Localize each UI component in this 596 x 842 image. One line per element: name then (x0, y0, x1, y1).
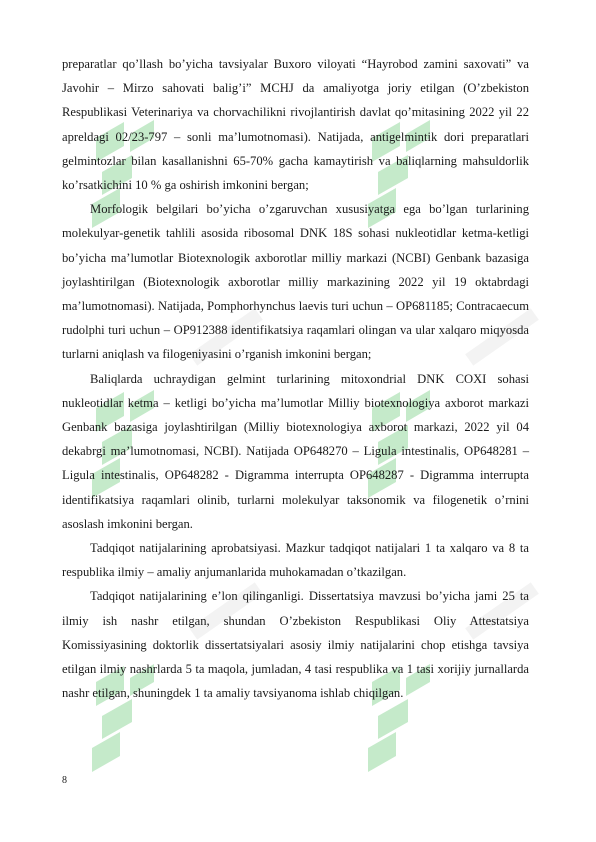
document-body (62, 52, 529, 705)
page-number: 8 (62, 775, 67, 786)
paragraph-18s-genbank: Morfologik belgilari bo’yicha o’zgaruvchan xususiyatga ega bo’lgan turlarining molekulyar-genetik tahlili asosida ribosomal DNK 18S sohasi nukleotidlar ketma-ketligi bo’yicha ma’lumotlar Biotexnologik axborotlar milliy markazi (NCBI) Genbank bazasiga joylashtirilgan (Biotexnologik axborotlar milliy markazining 2022 yil 19 oktabrdagi ma’lumotnomasi). Natijada, Pomphorhynchus laevis turi uchun – OP681185; Contracaecum rudolphi turi uchun – OP912388 identifikatsiya raqamlari olingan va ular xalqaro miqyosda turlarni aniqlash va filogeniyasini o’rganish imkonini bergan; (62, 202, 529, 362)
paragraph-publications: Tadqiqot natijalarining e’lon qilinganligi. Dissertatsiya mavzusi bo’yicha jami 25 ta ilmiy ish nashr etilgan, shundan O’zbekiston Respublikasi Oliy Attestatsiya Komissiyasining doktorlik dissertatsiyalari asosiy ilmiy natijalarini chop etishga tavsiya etilgan ilmiy nashrlarda 5 ta maqola, jumladan, 4 tasi respublika va 1 tasi xorijiy jurnallarda nashr etilgan, shuningdek 1 ta amaliy tavsiyanoma ishlab chiqilgan. (62, 589, 529, 701)
paragraph-approbation: Tadqiqot natijalarining aprobatsiyasi. Mazkur tadqiqot natijalari 1 ta xalqaro va 8 ta respublika ilmiy – amaliy anjumanlarida muhokamadan o’tkazilgan. (62, 541, 529, 580)
paragraph-recommendations: preparatlar qo’llash bo’yicha tavsiyalar Buxoro viloyati “Hayrobod zamini saxovati” va Javohir – Mirzo sahovati balig’i” MCHJ da amaliyotga joriy etilgan (O’zbekiston Respublikasi Veterinariya va chorvachilikni rivojlantirish davlat qo’mitasining 2022 yil 22 apreldagi 02/23-797 – sonli ma’lumotnomasi). Natijada, antigelmintik dori preparatlari gelmintozlar bilan kasallanishni 65-70% gacha kamaytirish va baliqlarning mahsuldorlik ko’rsatkichini 10 % ga oshirish imkonini bergan; (62, 57, 529, 193)
paragraph-coxi-genbank: Baliqlarda uchraydigan gelmint turlarining mitoxondrial DNK COXI sohasi nukleotidlar ketma – ketligi bo’yicha ma’lumotlar Milliy biotexnologiya axborot markazi Genbank bazasiga joylashtirilgan (Milliy biotexnologiya axborot markazi, 2022 yil 04 dekabrgi ma’lumotnomasi, NCBI). Natijada OP648270 – Ligula intestinalis, OP648281 – Ligula intestinalis, OP648282 - Digramma interrupta OP648287 - Digramma interrupta identifikatsiya raqamlari olinib, turlarni molekulyar taksonomik va filogenetik o’rnini asoslash imkonini bergan. (62, 371, 529, 531)
